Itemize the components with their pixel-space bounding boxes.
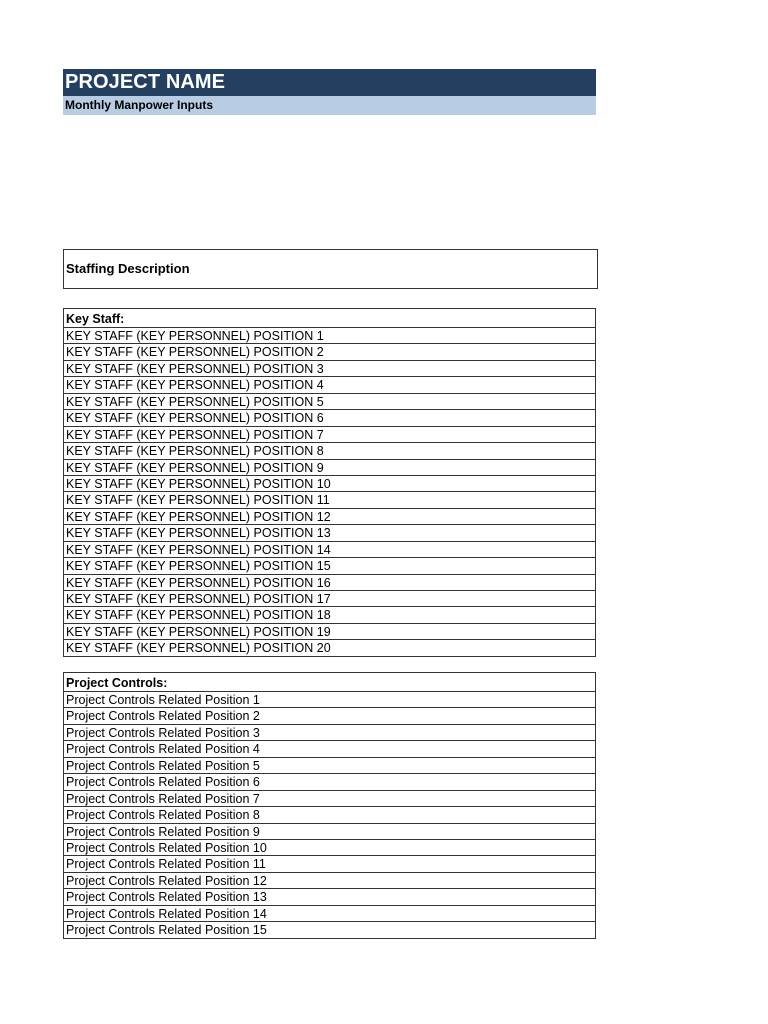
key-staff-row[interactable]: KEY STAFF (KEY PERSONNEL) POSITION 10: [64, 476, 595, 492]
project-controls-row[interactable]: Project Controls Related Position 3: [64, 725, 595, 741]
key-staff-row[interactable]: KEY STAFF (KEY PERSONNEL) POSITION 15: [64, 558, 595, 574]
key-staff-row[interactable]: KEY STAFF (KEY PERSONNEL) POSITION 18: [64, 607, 595, 623]
project-controls-row[interactable]: Project Controls Related Position 4: [64, 741, 595, 757]
project-controls-row[interactable]: Project Controls Related Position 14: [64, 906, 595, 922]
staffing-description-cell[interactable]: Staffing Description: [63, 249, 598, 289]
key-staff-row[interactable]: KEY STAFF (KEY PERSONNEL) POSITION 7: [64, 427, 595, 443]
key-staff-row[interactable]: KEY STAFF (KEY PERSONNEL) POSITION 17: [64, 591, 595, 607]
project-controls-row[interactable]: Project Controls Related Position 5: [64, 758, 595, 774]
project-controls-row[interactable]: Project Controls Related Position 9: [64, 824, 595, 840]
project-title[interactable]: PROJECT NAME: [63, 69, 596, 96]
key-staff-row[interactable]: KEY STAFF (KEY PERSONNEL) POSITION 19: [64, 624, 595, 640]
project-controls-row[interactable]: Project Controls Related Position 7: [64, 791, 595, 807]
key-staff-row[interactable]: KEY STAFF (KEY PERSONNEL) POSITION 20: [64, 640, 595, 656]
key-staff-table: [63, 308, 596, 657]
project-controls-row[interactable]: Project Controls Related Position 2: [64, 708, 595, 724]
sheet-subtitle[interactable]: Monthly Manpower Inputs: [63, 96, 596, 115]
key-staff-row[interactable]: KEY STAFF (KEY PERSONNEL) POSITION 14: [64, 542, 595, 558]
sheet-header: [63, 69, 596, 115]
project-controls-row[interactable]: Project Controls Related Position 6: [64, 774, 595, 790]
project-controls-row[interactable]: Project Controls Related Position 11: [64, 856, 595, 872]
project-controls-row[interactable]: Project Controls Related Position 15: [64, 922, 595, 938]
key-staff-row[interactable]: KEY STAFF (KEY PERSONNEL) POSITION 16: [64, 575, 595, 591]
project-controls-row[interactable]: Project Controls Related Position 8: [64, 807, 595, 823]
key-staff-row[interactable]: KEY STAFF (KEY PERSONNEL) POSITION 9: [64, 460, 595, 476]
key-staff-row[interactable]: KEY STAFF (KEY PERSONNEL) POSITION 8: [64, 443, 595, 459]
key-staff-row[interactable]: KEY STAFF (KEY PERSONNEL) POSITION 12: [64, 509, 595, 525]
key-staff-row[interactable]: KEY STAFF (KEY PERSONNEL) POSITION 3: [64, 361, 595, 377]
project-controls-row[interactable]: Project Controls Related Position 1: [64, 692, 595, 708]
project-controls-row[interactable]: Project Controls Related Position 13: [64, 889, 595, 905]
key-staff-row[interactable]: KEY STAFF (KEY PERSONNEL) POSITION 11: [64, 492, 595, 508]
project-controls-row[interactable]: Project Controls Related Position 12: [64, 873, 595, 889]
key-staff-row[interactable]: KEY STAFF (KEY PERSONNEL) POSITION 1: [64, 328, 595, 344]
project-controls-row[interactable]: Project Controls Related Position 10: [64, 840, 595, 856]
project-controls-table: [63, 672, 596, 939]
key-staff-row[interactable]: KEY STAFF (KEY PERSONNEL) POSITION 6: [64, 410, 595, 426]
key-staff-heading[interactable]: Key Staff:: [64, 309, 595, 328]
key-staff-row[interactable]: KEY STAFF (KEY PERSONNEL) POSITION 2: [64, 344, 595, 360]
key-staff-row[interactable]: KEY STAFF (KEY PERSONNEL) POSITION 4: [64, 377, 595, 393]
key-staff-row[interactable]: KEY STAFF (KEY PERSONNEL) POSITION 13: [64, 525, 595, 541]
key-staff-row[interactable]: KEY STAFF (KEY PERSONNEL) POSITION 5: [64, 394, 595, 410]
project-controls-heading[interactable]: Project Controls:: [64, 673, 595, 692]
